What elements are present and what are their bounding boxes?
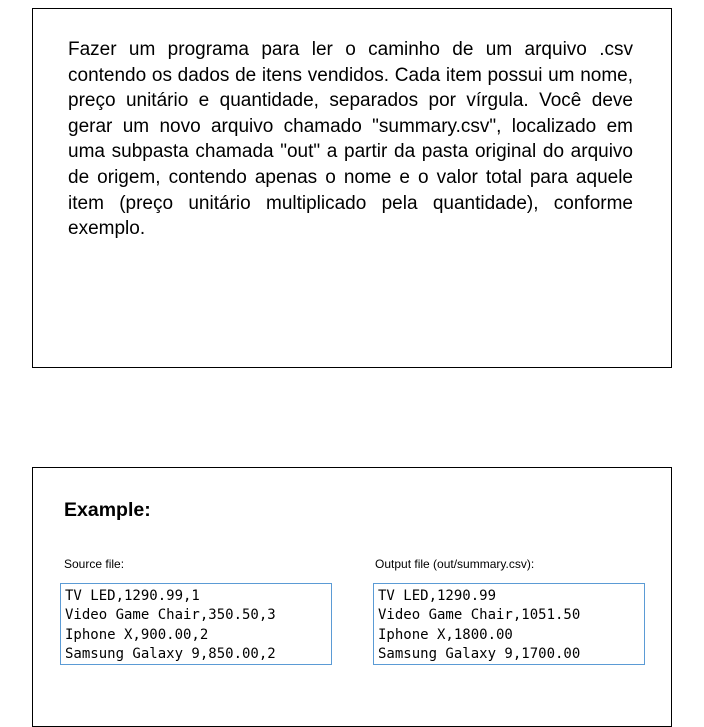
output-file-label: Output file (out/summary.csv): — [375, 557, 535, 571]
source-file-content — [60, 583, 332, 665]
problem-statement-text: Fazer um programa para ler o caminho de um arquivo .csv contendo os dados de itens vendidos. Cada item possui um nome, preço unitário e quantidade, separados por vírgula. Você deve gerar um novo arquivo chamado "summary.csv", localizado em uma subpasta chamada "out" a partir da pasta original do arquivo de origem, contendo apenas o nome e o valor total para aquele item (preço unitário multiplicado pela quantidade), conforme exemplo. — [68, 39, 633, 240]
source-file-label: Source file: — [64, 557, 125, 571]
output-line: Samsung Galaxy 9,1700.00 — [378, 645, 581, 662]
example-box — [32, 467, 672, 727]
source-line: Iphone X,900.00,2 — [65, 626, 209, 643]
output-file-content — [373, 583, 645, 665]
example-title: Example: — [64, 499, 151, 521]
source-line: Samsung Galaxy 9,850.00,2 — [65, 645, 276, 662]
source-line: Video Game Chair,350.50,3 — [65, 607, 276, 624]
problem-statement-box — [32, 8, 672, 368]
output-line: TV LED,1290.99 — [378, 588, 497, 604]
output-line: Iphone X,1800.00 — [378, 626, 513, 643]
source-line: TV LED,1290.99,1 — [65, 588, 200, 604]
output-line: Video Game Chair,1051.50 — [378, 607, 581, 624]
